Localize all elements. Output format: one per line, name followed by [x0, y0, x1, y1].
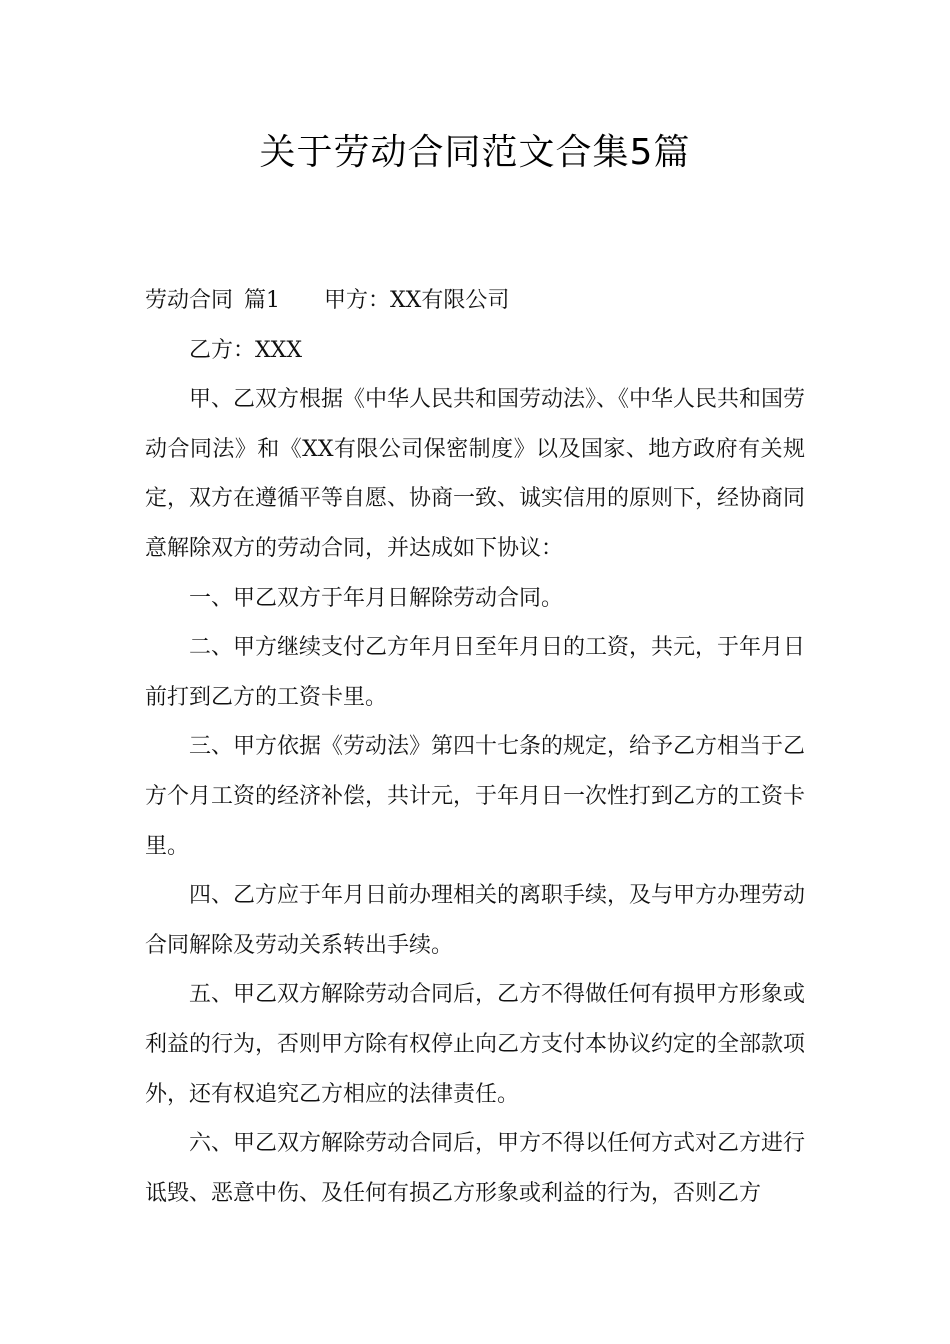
party-a: 甲方：XX有限公司 [324, 288, 510, 313]
party-b: 乙方：XXX [189, 337, 302, 363]
paragraph-clause-1: 一、甲乙双方于年月日解除劳动合同。 [189, 585, 564, 611]
contract-heading-part: 篇1 [244, 288, 281, 313]
paragraph-clause-2: 二、甲方继续支付乙方年月日至年月日的工资，共元，于年月日前打到乙方的工资卡里。 [145, 635, 806, 710]
contract-heading-line [145, 276, 805, 326]
document-body [145, 276, 805, 1218]
paragraph-clause-4: 四、乙方应于年月日前办理相关的离职手续，及与甲方办理劳动合同解除及劳动关系转出手续。 [145, 883, 806, 958]
paragraph-preamble: 甲、乙双方根据《中华人民共和国劳动法》、《中华人民共和国劳动合同法》和《XX有限公司保密制度》以及国家、地方政府有关规定，双方在遵循平等自愿、协商一致、诚实信用的原则下，经协商同意解除双方的劳动合同，并达成如下协议： [145, 387, 806, 561]
paragraph-clause-5: 五、甲乙双方解除劳动合同后，乙方不得做任何有损甲方形象或利益的行为，否则甲方除有权停止向乙方支付本协议约定的全部款项外，还有权追究乙方相应的法律责任。 [145, 982, 806, 1107]
paragraph-clause-3: 三、甲方依据《劳动法》第四十七条的规定，给予乙方相当于乙方个月工资的经济补偿，共计元，于年月日一次性打到乙方的工资卡里。 [145, 734, 806, 859]
paragraph-clause-6: 六、甲乙双方解除劳动合同后，甲方不得以任何方式对乙方进行诋毁、恶意中伤、及任何有损乙方形象或利益的行为，否则乙方 [145, 1131, 806, 1206]
document-title: 关于劳动合同范文合集5篇 [259, 132, 691, 173]
contract-heading-label: 劳动合同 [145, 288, 234, 313]
